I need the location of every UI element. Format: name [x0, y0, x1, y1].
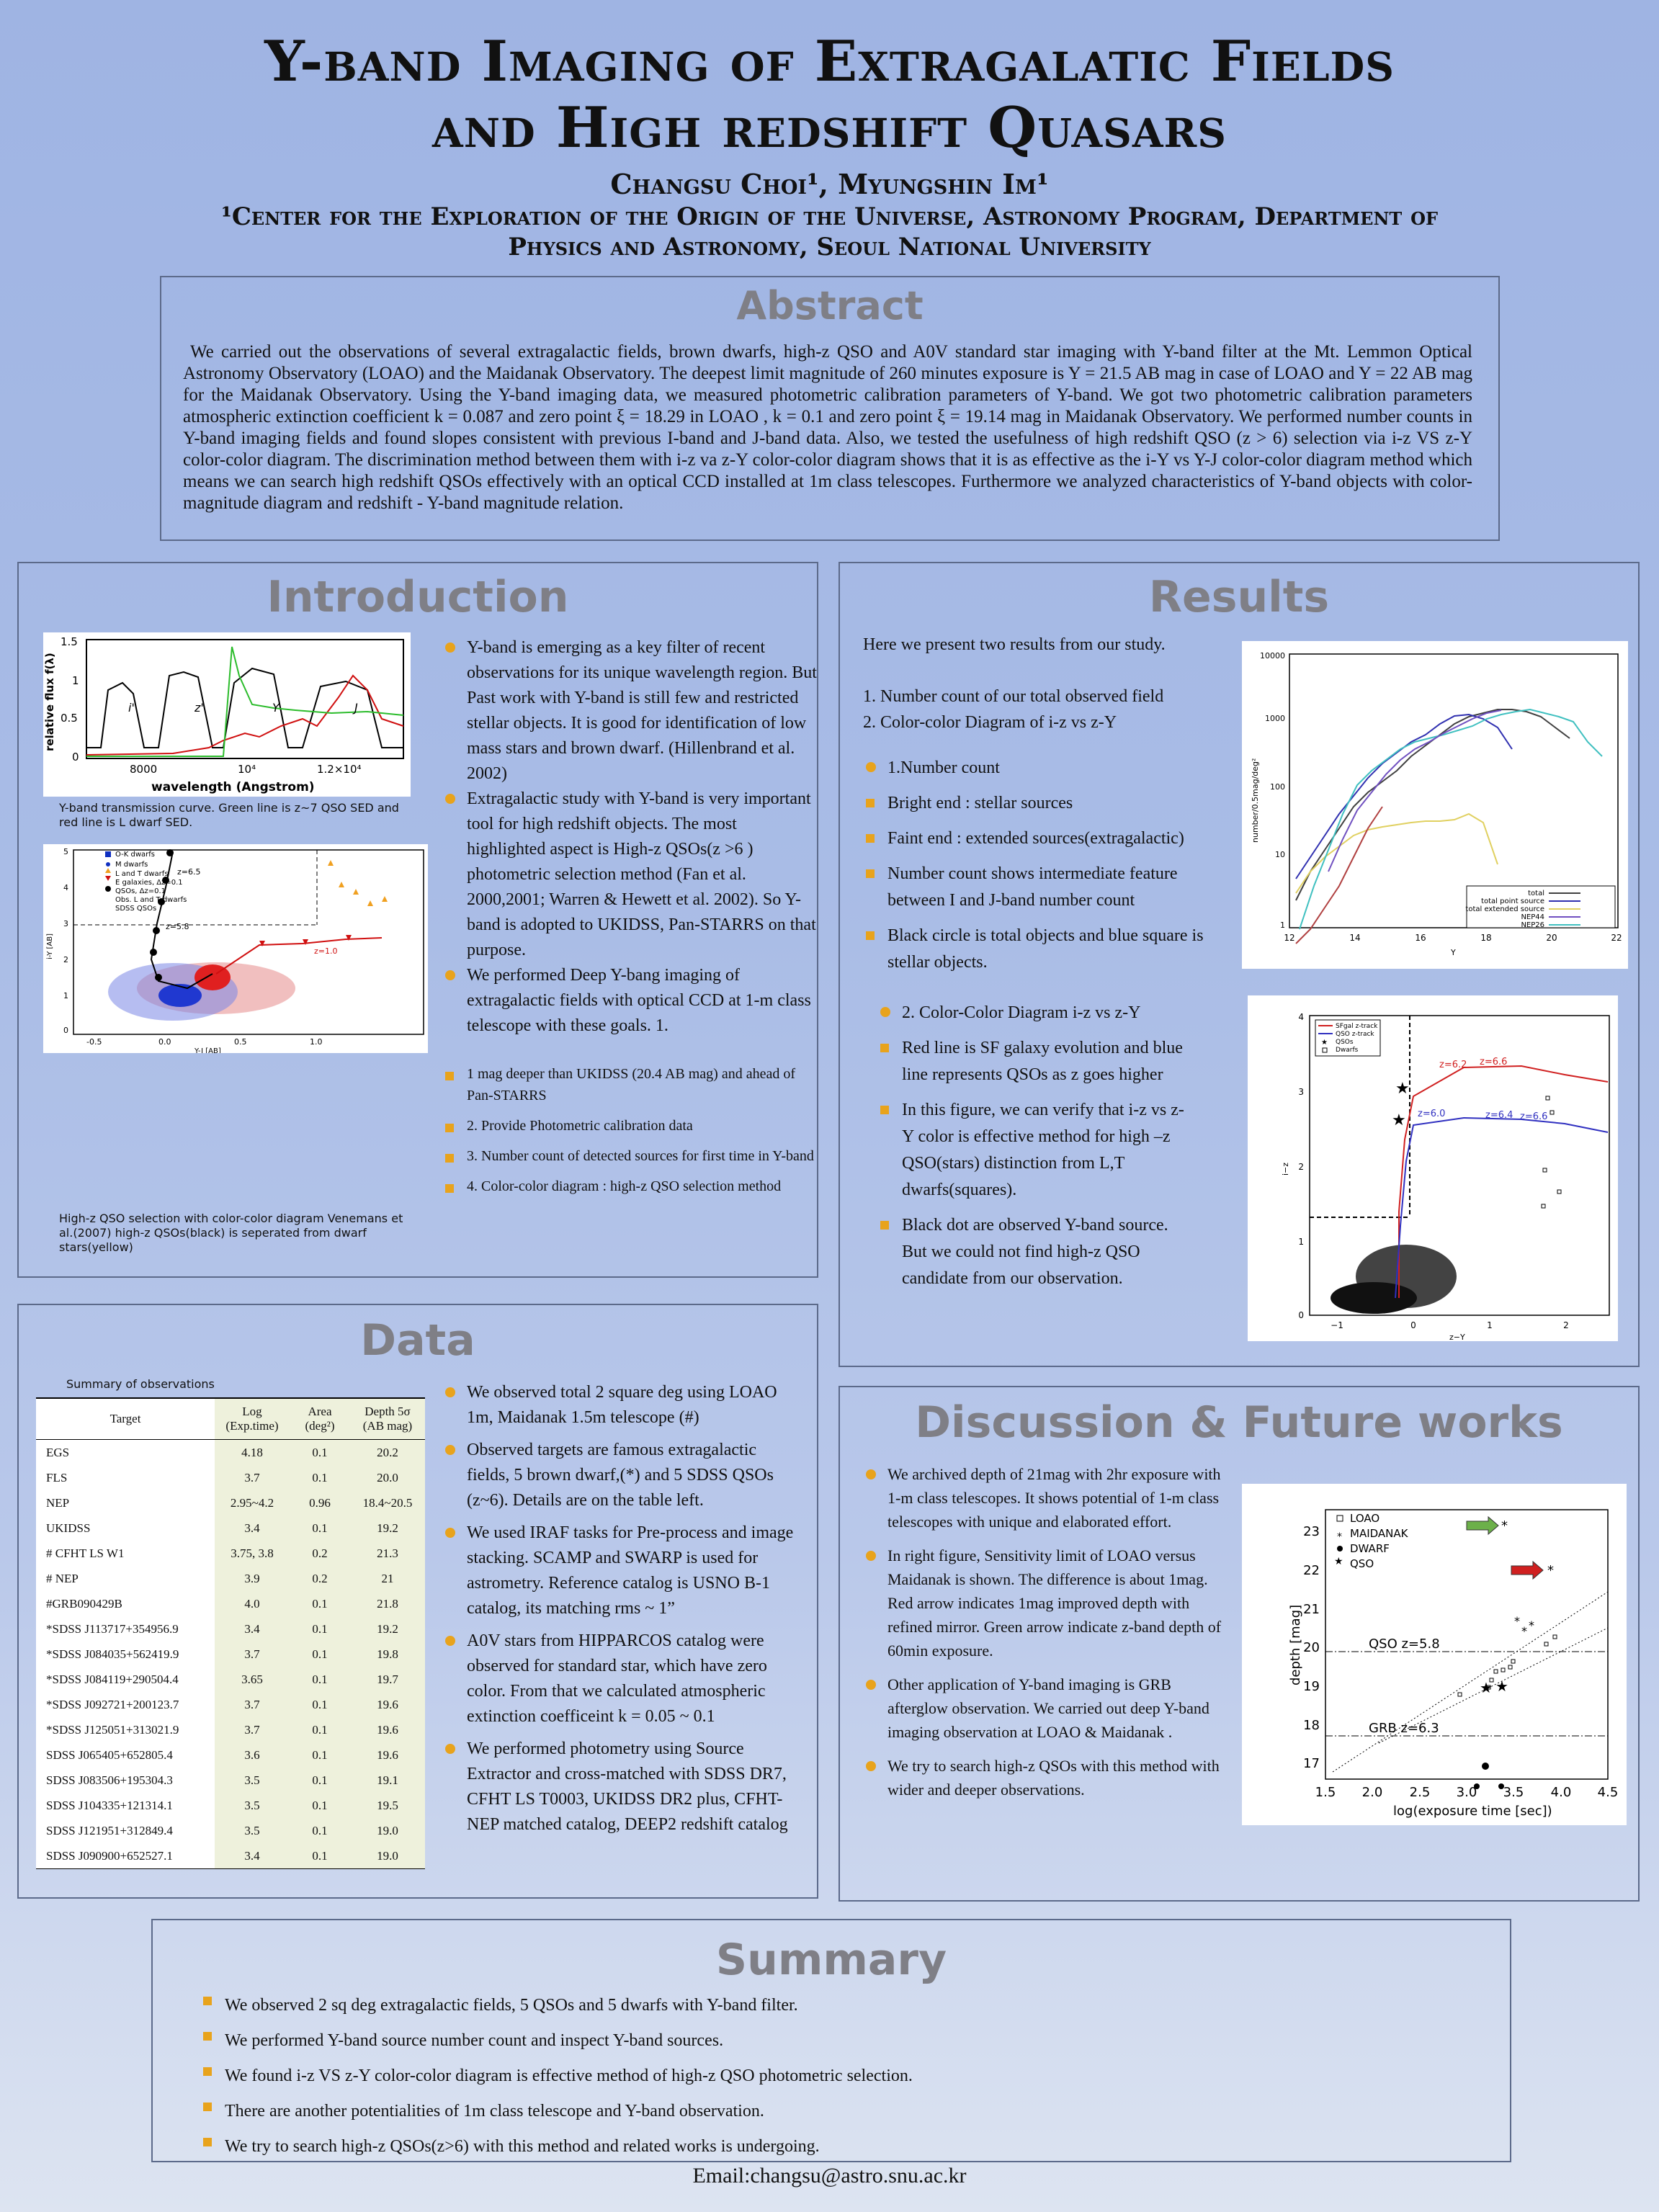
table-cell: *SDSS J084119+290504.4 [46, 1672, 179, 1686]
depth-ytick: 23 [1303, 1524, 1320, 1539]
color-color-heading: 2. Color-Color Diagram i-z vs z-Y [877, 1000, 1194, 1026]
summary-item: We observed 2 sq deg extragalactic fields, 5 QSOs and 5 dwarfs with Y-band filter. [200, 1988, 1510, 2023]
table-cell: 19.1 [350, 1768, 425, 1793]
fig2-ytick: 0 [63, 1026, 68, 1035]
results-section [839, 562, 1640, 1367]
table-cell: 3.4 [215, 1843, 290, 1869]
nc-ytick: 10000 [1260, 651, 1285, 661]
svg-text:*: * [1501, 1518, 1508, 1533]
goal-item: 4. Color-color diagram : high-z QSO selection method [442, 1176, 817, 1197]
cc-ytick: 1 [1298, 1237, 1304, 1247]
fig2-xtick: 0.0 [158, 1037, 171, 1047]
table-cell: SDSS J083506+195304.3 [46, 1773, 173, 1787]
number-count-heading: 1.Number count [863, 755, 1238, 782]
table-cell: 3.6 [215, 1742, 290, 1768]
table-row [36, 1717, 425, 1742]
table-cell: 0.1 [290, 1793, 350, 1818]
cc-xtick: 0 [1410, 1320, 1416, 1330]
data-heading: Data [360, 1315, 475, 1366]
summary-items [200, 1988, 1510, 2164]
table-cell: 3.4 [215, 1616, 290, 1642]
nc-ytick: 1000 [1265, 714, 1285, 723]
column-header: Log (Exp.time) [215, 1398, 290, 1440]
table-row [36, 1818, 425, 1843]
fig2-label: z=1.0 [314, 946, 338, 956]
depth-vs-exposure-figure [1242, 1484, 1627, 1825]
data-section [17, 1304, 818, 1899]
color-color-item: Red line is SF galaxy evolution and blue line represents QSOs as z goes higher [877, 1035, 1194, 1088]
number-count-item: Black circle is total objects and blue square is stellar objects. [863, 923, 1238, 976]
number-count-notes [863, 755, 1238, 976]
introduction-heading: Introduction [267, 572, 569, 622]
discussion-bullet: We try to search high-z QSOs with this method with wider and deeper observations. [863, 1754, 1223, 1801]
fig1-band-label-j: J [354, 701, 358, 715]
data-bullet: A0V stars from HIPPARCOS catalog were observed for standard star, which have zero color. From that we calculated atmospheric extinction coefficeint k = 0.05 ~ 0.1 [442, 1629, 802, 1729]
table-cell: 19.8 [350, 1642, 425, 1667]
table-cell: *SDSS J084035+562419.9 [46, 1647, 179, 1661]
table-row [36, 1541, 425, 1566]
svg-text:★: ★ [1392, 1111, 1406, 1129]
table-row [36, 1591, 425, 1616]
table-cell: 3.5 [215, 1793, 290, 1818]
results-list-item: 2. Color-color Diagram of i-z vs z-Y [863, 713, 1117, 732]
cc-ytick: 3 [1298, 1087, 1304, 1097]
introduction-section [17, 562, 818, 1278]
table-cell: 19.5 [350, 1793, 425, 1818]
nc-legend-item: total point source [1481, 897, 1544, 905]
table-cell: 19.6 [350, 1742, 425, 1768]
color-color-item: Black dot are observed Y-band source. But we could not find high-z QSO candidate from our observation. [877, 1212, 1194, 1292]
cc-xtick: −1 [1331, 1320, 1343, 1330]
depth-ytick: 20 [1303, 1640, 1320, 1655]
fig2-legend-item: M dwarfs [115, 861, 148, 869]
table-row [36, 1440, 425, 1466]
table-cell: 19.6 [350, 1692, 425, 1717]
nc-xtick: 14 [1349, 933, 1361, 943]
qso-selection-figure [43, 844, 428, 1053]
abstract-heading: Abstract [736, 283, 924, 328]
cc-xlabel: z−Y [1449, 1333, 1465, 1341]
table-cell: 19.7 [350, 1667, 425, 1692]
table-cell: FLS [46, 1470, 68, 1485]
cc-xtick: 2 [1563, 1320, 1569, 1330]
table-row [36, 1515, 425, 1541]
table-cell: 0.96 [290, 1490, 350, 1515]
number-count-item: Bright end : stellar sources [863, 790, 1238, 817]
fig2-legend-item: QSOs, Δz=0.1 [115, 887, 166, 895]
table-cell: 20.0 [350, 1465, 425, 1490]
svg-text:★: ★ [1480, 1679, 1493, 1696]
depth-xtick: 2.5 [1409, 1785, 1431, 1800]
fig2-label: z=5.8 [166, 922, 189, 931]
cc-legend-item: SFgal z-track [1336, 1023, 1378, 1030]
table-cell: 3.9 [215, 1566, 290, 1591]
table-cell: # NEP [46, 1571, 79, 1585]
poster-title-line1: Y-band Imaging of Extragalatic Fields [264, 29, 1395, 94]
fig1-xlabel: wavelength (Angstrom) [151, 780, 315, 794]
table-cell: 0.1 [290, 1667, 350, 1692]
fig2-legend-item: SDSS QSOs [115, 905, 157, 913]
svg-text:★: ★ [1395, 1080, 1410, 1098]
fig2-legend-item: L and T dwarfs [115, 870, 169, 878]
nc-ytick: 100 [1270, 782, 1285, 792]
summary-section [151, 1919, 1511, 2162]
table-cell: 4.0 [215, 1591, 290, 1616]
depth-xtick: 4.5 [1597, 1785, 1619, 1800]
nc-legend-item: total extended source [1465, 905, 1544, 913]
column-header: Area (deg²) [290, 1398, 350, 1440]
number-count-item: Number count shows intermediate feature between I and J-band number count [863, 861, 1238, 914]
table-cell: 19.2 [350, 1515, 425, 1541]
depth-ytick: 19 [1303, 1679, 1320, 1694]
depth-xtick: 2.0 [1361, 1785, 1383, 1800]
table-row [36, 1768, 425, 1793]
table-cell: 3.75, 3.8 [215, 1541, 290, 1566]
table-cell: 0.1 [290, 1616, 350, 1642]
table-cell: 0.1 [290, 1768, 350, 1793]
depth-legend-item: QSO [1350, 1557, 1374, 1570]
fig2-ytick: 2 [63, 955, 68, 964]
affiliation-line1: ¹Center for the Exploration of the Origin of the Universe, Astronomy Program, Department of [220, 202, 1439, 231]
svg-text:★: ★ [1495, 1678, 1508, 1695]
table-cell: 3.65 [215, 1667, 290, 1692]
table-cell: 20.2 [350, 1440, 425, 1466]
cc-label: z=6.6 [1480, 1057, 1508, 1067]
transmission-curve-figure [43, 632, 411, 797]
fig1-xtick: 8000 [130, 763, 158, 776]
cc-ylabel: i−z [1281, 1162, 1290, 1176]
cc-ytick: 0 [1298, 1310, 1304, 1320]
results-intro: Here we present two results from our study. [863, 635, 1166, 654]
depth-label: GRB z=6.3 [1369, 1721, 1439, 1736]
data-bullet: We performed photometry using Source Extractor and cross-matched with SDSS DR7, CFHT LS T0003, UKIDSS DR2 plus, CFHT-NEP matched catalog, DEEP2 redshift catalog [442, 1737, 802, 1837]
color-color-figure [1248, 995, 1618, 1341]
summary-item: We found i-z VS z-Y color-color diagram is effective method of high-z QSO photometric selection. [200, 2059, 1510, 2094]
fig2-ytick: 5 [63, 847, 68, 856]
table-row [36, 1667, 425, 1692]
table-cell: #GRB090429B [46, 1596, 122, 1611]
fig1-ylabel: relative flux f(λ) [43, 653, 56, 751]
discussion-bullet: Other application of Y-band imaging is GRB afterglow observation. We carried out deep Y-band imaging observation at LOAO & Maidanak . [863, 1673, 1223, 1744]
affiliation-line2: Physics and Astronomy, Seoul National University [508, 233, 1151, 261]
table-row [36, 1642, 425, 1667]
table-cell: SDSS J065405+652805.4 [46, 1747, 173, 1762]
svg-text:*: * [1529, 1618, 1534, 1632]
depth-ytick: 21 [1303, 1602, 1320, 1617]
color-color-notes [877, 1000, 1194, 1292]
nc-xlabel: Y [1451, 948, 1456, 957]
nc-legend-item: NEP44 [1521, 913, 1544, 921]
discussion-bullet: In right figure, Sensitivity limit of LOAO versus Maidanak is shown. The difference is about 1mag. Red arrow indicates 1mag improved depth with refined mirror. Green arrow indicate z-band depth of 60min exposure. [863, 1544, 1223, 1662]
table-cell: EGS [46, 1445, 70, 1459]
depth-legend-item: LOAO [1350, 1512, 1380, 1525]
cc-legend-item: Dwarfs [1336, 1047, 1359, 1054]
introduction-goals [442, 1063, 817, 1197]
nc-xtick: 12 [1284, 933, 1295, 943]
fig1-ytick: 0.5 [61, 712, 78, 725]
svg-text:★: ★ [1321, 1039, 1328, 1047]
table-row [36, 1566, 425, 1591]
nc-legend-item: total [1528, 890, 1544, 897]
table-row [36, 1692, 425, 1717]
table-cell: 21 [350, 1566, 425, 1591]
table-cell: 19.0 [350, 1818, 425, 1843]
table-cell: 0.1 [290, 1742, 350, 1768]
cc-label: z=6.0 [1418, 1109, 1446, 1119]
svg-text:*: * [1514, 1614, 1520, 1628]
table-cell: 0.1 [290, 1818, 350, 1843]
fig2-xlabel: Y-J [AB] [194, 1047, 221, 1053]
cc-label: z=6.6 [1520, 1111, 1548, 1122]
table-cell: 0.1 [290, 1692, 350, 1717]
fig2-ytick: 4 [63, 883, 68, 892]
number-count-figure [1242, 641, 1628, 969]
number-count-item: Faint end : extended sources(extragalactic) [863, 825, 1238, 852]
goal-item: 2. Provide Photometric calibration data [442, 1115, 817, 1137]
color-color-item: In this figure, we can verify that i-z vs z-Y color is effective method for high –z QSO(stars) distinction from L,T dwarfs(squares). [877, 1097, 1194, 1204]
cc-ytick: 2 [1298, 1162, 1304, 1172]
svg-text:★: ★ [1334, 1556, 1343, 1567]
table-cell: *SDSS J125051+313021.9 [46, 1722, 179, 1737]
fig2-legend-item: Obs. L and T dwarfs [115, 896, 187, 904]
table-cell: 3.5 [215, 1768, 290, 1793]
table-cell: 19.0 [350, 1843, 425, 1869]
cc-legend-item: QSO z-track [1336, 1031, 1374, 1038]
table-cell: 4.18 [215, 1440, 290, 1466]
fig2-xtick: 1.0 [310, 1037, 323, 1047]
table-row [36, 1490, 425, 1515]
table-cell: 0.1 [290, 1642, 350, 1667]
fig1-band-label-i: i' [128, 701, 135, 715]
depth-ytick: 22 [1303, 1563, 1320, 1578]
cc-ytick: 4 [1298, 1012, 1304, 1022]
table-row [36, 1843, 425, 1869]
nc-xtick: 20 [1546, 933, 1557, 943]
depth-xtick: 3.0 [1456, 1785, 1477, 1800]
table-cell: SDSS J104335+121314.1 [46, 1798, 173, 1812]
cc-legend-item: QSOs [1336, 1039, 1354, 1046]
observations-table [36, 1397, 425, 1869]
table-title: Summary of observations [66, 1377, 215, 1391]
table-cell: 3.7 [215, 1465, 290, 1490]
summary-heading: Summary [715, 1935, 947, 1985]
fig2-legend-item: O-K dwarfs [115, 851, 155, 859]
data-bullet: Observed targets are famous extragalactic fields, 5 brown dwarf,(*) and 5 SDSS QSOs (z~6). Details are on the table left. [442, 1438, 802, 1513]
poster-title-line2: and High redshift Quasars [432, 95, 1227, 161]
table-cell: 3.7 [215, 1717, 290, 1742]
results-heading: Results [1148, 572, 1330, 622]
observations-table-wrapper [36, 1397, 425, 1869]
table-cell: NEP [46, 1495, 70, 1510]
discussion-bullet: We archived depth of 21mag with 2hr exposure with 1-m class telescopes. It shows potential of 1-m class telescopes with unique and elaborated effort. [863, 1462, 1223, 1533]
depth-xtick: 1.5 [1315, 1785, 1336, 1800]
fig2-xtick: -0.5 [86, 1037, 102, 1047]
poster-header [0, 29, 1659, 262]
introduction-bullet: Extragalactic study with Y-band is very important tool for high redshift objects. The most highlighted aspect is High-z QSOs(z >6 ) photometric selection method (Fan et al. 2000,2001; Warren & Hewett et al. 2002). So Y-band is adopted to UKIDSS, Pan-STARRS on that purpose. [442, 787, 817, 963]
summary-item: We try to search high-z QSOs(z>6) with this method and related works is undergoing. [200, 2129, 1510, 2164]
table-cell: 3.4 [215, 1515, 290, 1541]
svg-text:*: * [1337, 1531, 1342, 1543]
cc-label: z=6.2 [1439, 1060, 1467, 1070]
table-cell: 0.1 [290, 1465, 350, 1490]
nc-ylabel: number/0.5mag/deg² [1251, 758, 1260, 843]
fig1-ytick: 1.5 [61, 635, 78, 648]
table-cell: 21.3 [350, 1541, 425, 1566]
table-cell: 3.7 [215, 1642, 290, 1667]
fig1-ytick: 0 [72, 751, 79, 764]
cc-label: z=6.4 [1485, 1110, 1513, 1121]
fig1-ytick: 1 [72, 674, 79, 687]
nc-ytick: 1 [1280, 921, 1285, 930]
abstract-text: We carried out the observations of several extragalactic fields, brown dwarfs, high-z QSO and A0V standard star imaging with Y-band filter at the Mt. Lemmon Optical Astronomy Observatory (LOAO) and the Maidanak Observatory. The deepest limit magnitude of 260 minutes exposure is Y = 21.5 AB mag in case of LOAO and Y = 22 AB mag for the Maidanak Observatory. Using the Y-band imaging data, we measured photometric calibration parameters of Y-band. We got two photometric calibration parameters atmospheric extinction coefficient k = 0.087 and zero point ξ = 18.29 in LOAO , k = 0.1 and zero point ξ = 19.14 mag in Maidanak Observatory. We performed number counts in Y-band imaging fields and found slopes consistent with previous I-band and J-band data. Also, we tested the usefulness of high redshift QSO (z > 6) selection via i-z VS z-Y color-color diagram. The discrimination method between them with i-z va z-Y color-color diagram shows that it is as effective as the i-Y vs Y-J color-color diagram method which means we can search high redshift QSOs effectively with an optical CCD installed at 1m class telescopes. Furthermore we analyzed characteristics of Y-band objects with color-magnitude diagram and redshift - Y-band magnitude relation. [183, 342, 1472, 513]
depth-legend-item: MAIDANAK [1350, 1527, 1408, 1540]
goal-item: 3. Number count of detected sources for first time in Y-band [442, 1145, 817, 1167]
fig1-caption: Y-band transmission curve. Green line is z~7 QSO SED and red line is L dwarf SED. [59, 801, 399, 829]
results-list-item: 1. Number count of our total observed field [863, 687, 1164, 706]
summary-item: There are another potentialities of 1m class telescope and Y-band observation. [200, 2094, 1510, 2129]
fig2-xtick: 0.5 [234, 1037, 247, 1047]
introduction-bullets [442, 635, 817, 1039]
nc-xtick: 16 [1415, 933, 1426, 943]
introduction-bullet: We performed Deep Y-bang imaging of extragalactic fields with optical CCD at 1-m class telescope with these goals. 1. [442, 963, 817, 1039]
table-cell: *SDSS J092721+200123.7 [46, 1697, 179, 1711]
fig1-xtick: 10⁴ [238, 763, 256, 776]
fig1-band-label-y: Y [272, 701, 280, 715]
fig2-ytick: 3 [63, 919, 68, 928]
introduction-bullet: Y-band is emerging as a key filter of recent observations for its unique wavelength region. But Past work with Y-band is still few and restricted stellar objects. It is good for identification of low mass stars and brown dwarf. (Hillenbrand et al. 2002) [442, 635, 817, 787]
fig2-caption: High-z QSO selection with color-color diagram Venemans et al.(2007) high-z QSOs(black) is seperated from dwarf stars(yellow) [59, 1212, 403, 1254]
depth-xtick: 4.0 [1550, 1785, 1572, 1800]
contact-email: Email:changsu@astro.snu.ac.kr [692, 2164, 967, 2188]
table-cell: # CFHT LS W1 [46, 1546, 125, 1560]
authors: Changsu Choi¹, Myungshin Im¹ [610, 168, 1049, 200]
table-row [36, 1793, 425, 1818]
table-cell: 19.2 [350, 1616, 425, 1642]
table-cell: *SDSS J113717+354956.9 [46, 1621, 179, 1636]
table-cell: 3.7 [215, 1692, 290, 1717]
table-row [36, 1616, 425, 1642]
svg-text:*: * [1521, 1624, 1527, 1638]
nc-xtick: 18 [1480, 933, 1492, 943]
table-cell: 18.4~20.5 [350, 1490, 425, 1515]
table-cell: 0.1 [290, 1515, 350, 1541]
cc-xtick: 1 [1487, 1320, 1493, 1330]
svg-text:*: * [1547, 1563, 1554, 1578]
nc-xtick: 22 [1611, 933, 1622, 943]
discussion-bullets [863, 1462, 1223, 1801]
discussion-section [839, 1386, 1640, 1902]
depth-legend-item: DWARF [1350, 1542, 1390, 1555]
goal-item: 1 mag deeper than UKIDSS (20.4 AB mag) and ahead of Pan-STARRS [442, 1063, 817, 1106]
depth-label: QSO z=5.8 [1369, 1636, 1440, 1652]
table-cell: 2.95~4.2 [215, 1490, 290, 1515]
depth-ytick: 18 [1303, 1718, 1320, 1733]
table-cell: 21.8 [350, 1591, 425, 1616]
depth-ylabel: depth [mag] [1288, 1604, 1303, 1685]
table-row [36, 1742, 425, 1768]
fig1-band-label-z: z' [194, 701, 204, 715]
table-cell: 0.1 [290, 1440, 350, 1466]
data-bullets [442, 1380, 802, 1837]
table-cell: 3.5 [215, 1818, 290, 1843]
data-bullet: We observed total 2 square deg using LOAO 1m, Maidanak 1.5m telescope (#) [442, 1380, 802, 1430]
table-row [36, 1465, 425, 1490]
table-cell: 0.2 [290, 1541, 350, 1566]
nc-ytick: 10 [1275, 850, 1285, 859]
depth-xtick: 3.5 [1503, 1785, 1524, 1800]
table-cell: 19.6 [350, 1717, 425, 1742]
abstract-section [160, 276, 1500, 541]
data-bullet: We used IRAF tasks for Pre-process and image stacking. SCAMP and SWARP is used for astrometry. Reference catalog is USNO B-1 catalog, its matching rms ~ 1” [442, 1521, 802, 1621]
fig1-xtick: 1.2×10⁴ [317, 763, 362, 776]
summary-item: We performed Y-band source number count and inspect Y-band sources. [200, 2023, 1510, 2059]
fig2-label: z=6.5 [177, 867, 201, 877]
fig2-legend-item: E galaxies, Δz=0.1 [115, 879, 183, 887]
fig2-ylabel: i-Y [AB] [46, 933, 54, 959]
table-cell: SDSS J121951+312849.4 [46, 1823, 173, 1837]
table-cell: 0.1 [290, 1717, 350, 1742]
table-cell: SDSS J090900+652527.1 [46, 1848, 173, 1863]
fig2-ytick: 1 [63, 991, 68, 1000]
nc-legend-item: NEP26 [1521, 921, 1544, 929]
column-header: Depth 5σ (AB mag) [350, 1398, 425, 1440]
discussion-heading: Discussion & Future works [915, 1397, 1563, 1448]
depth-ytick: 17 [1303, 1756, 1320, 1771]
table-cell: 0.1 [290, 1843, 350, 1869]
depth-xlabel: log(exposure time [sec]) [1393, 1804, 1552, 1819]
table-cell: 0.2 [290, 1566, 350, 1591]
column-header: Target [109, 1412, 141, 1425]
table-cell: UKIDSS [46, 1521, 91, 1535]
table-cell: 0.1 [290, 1591, 350, 1616]
